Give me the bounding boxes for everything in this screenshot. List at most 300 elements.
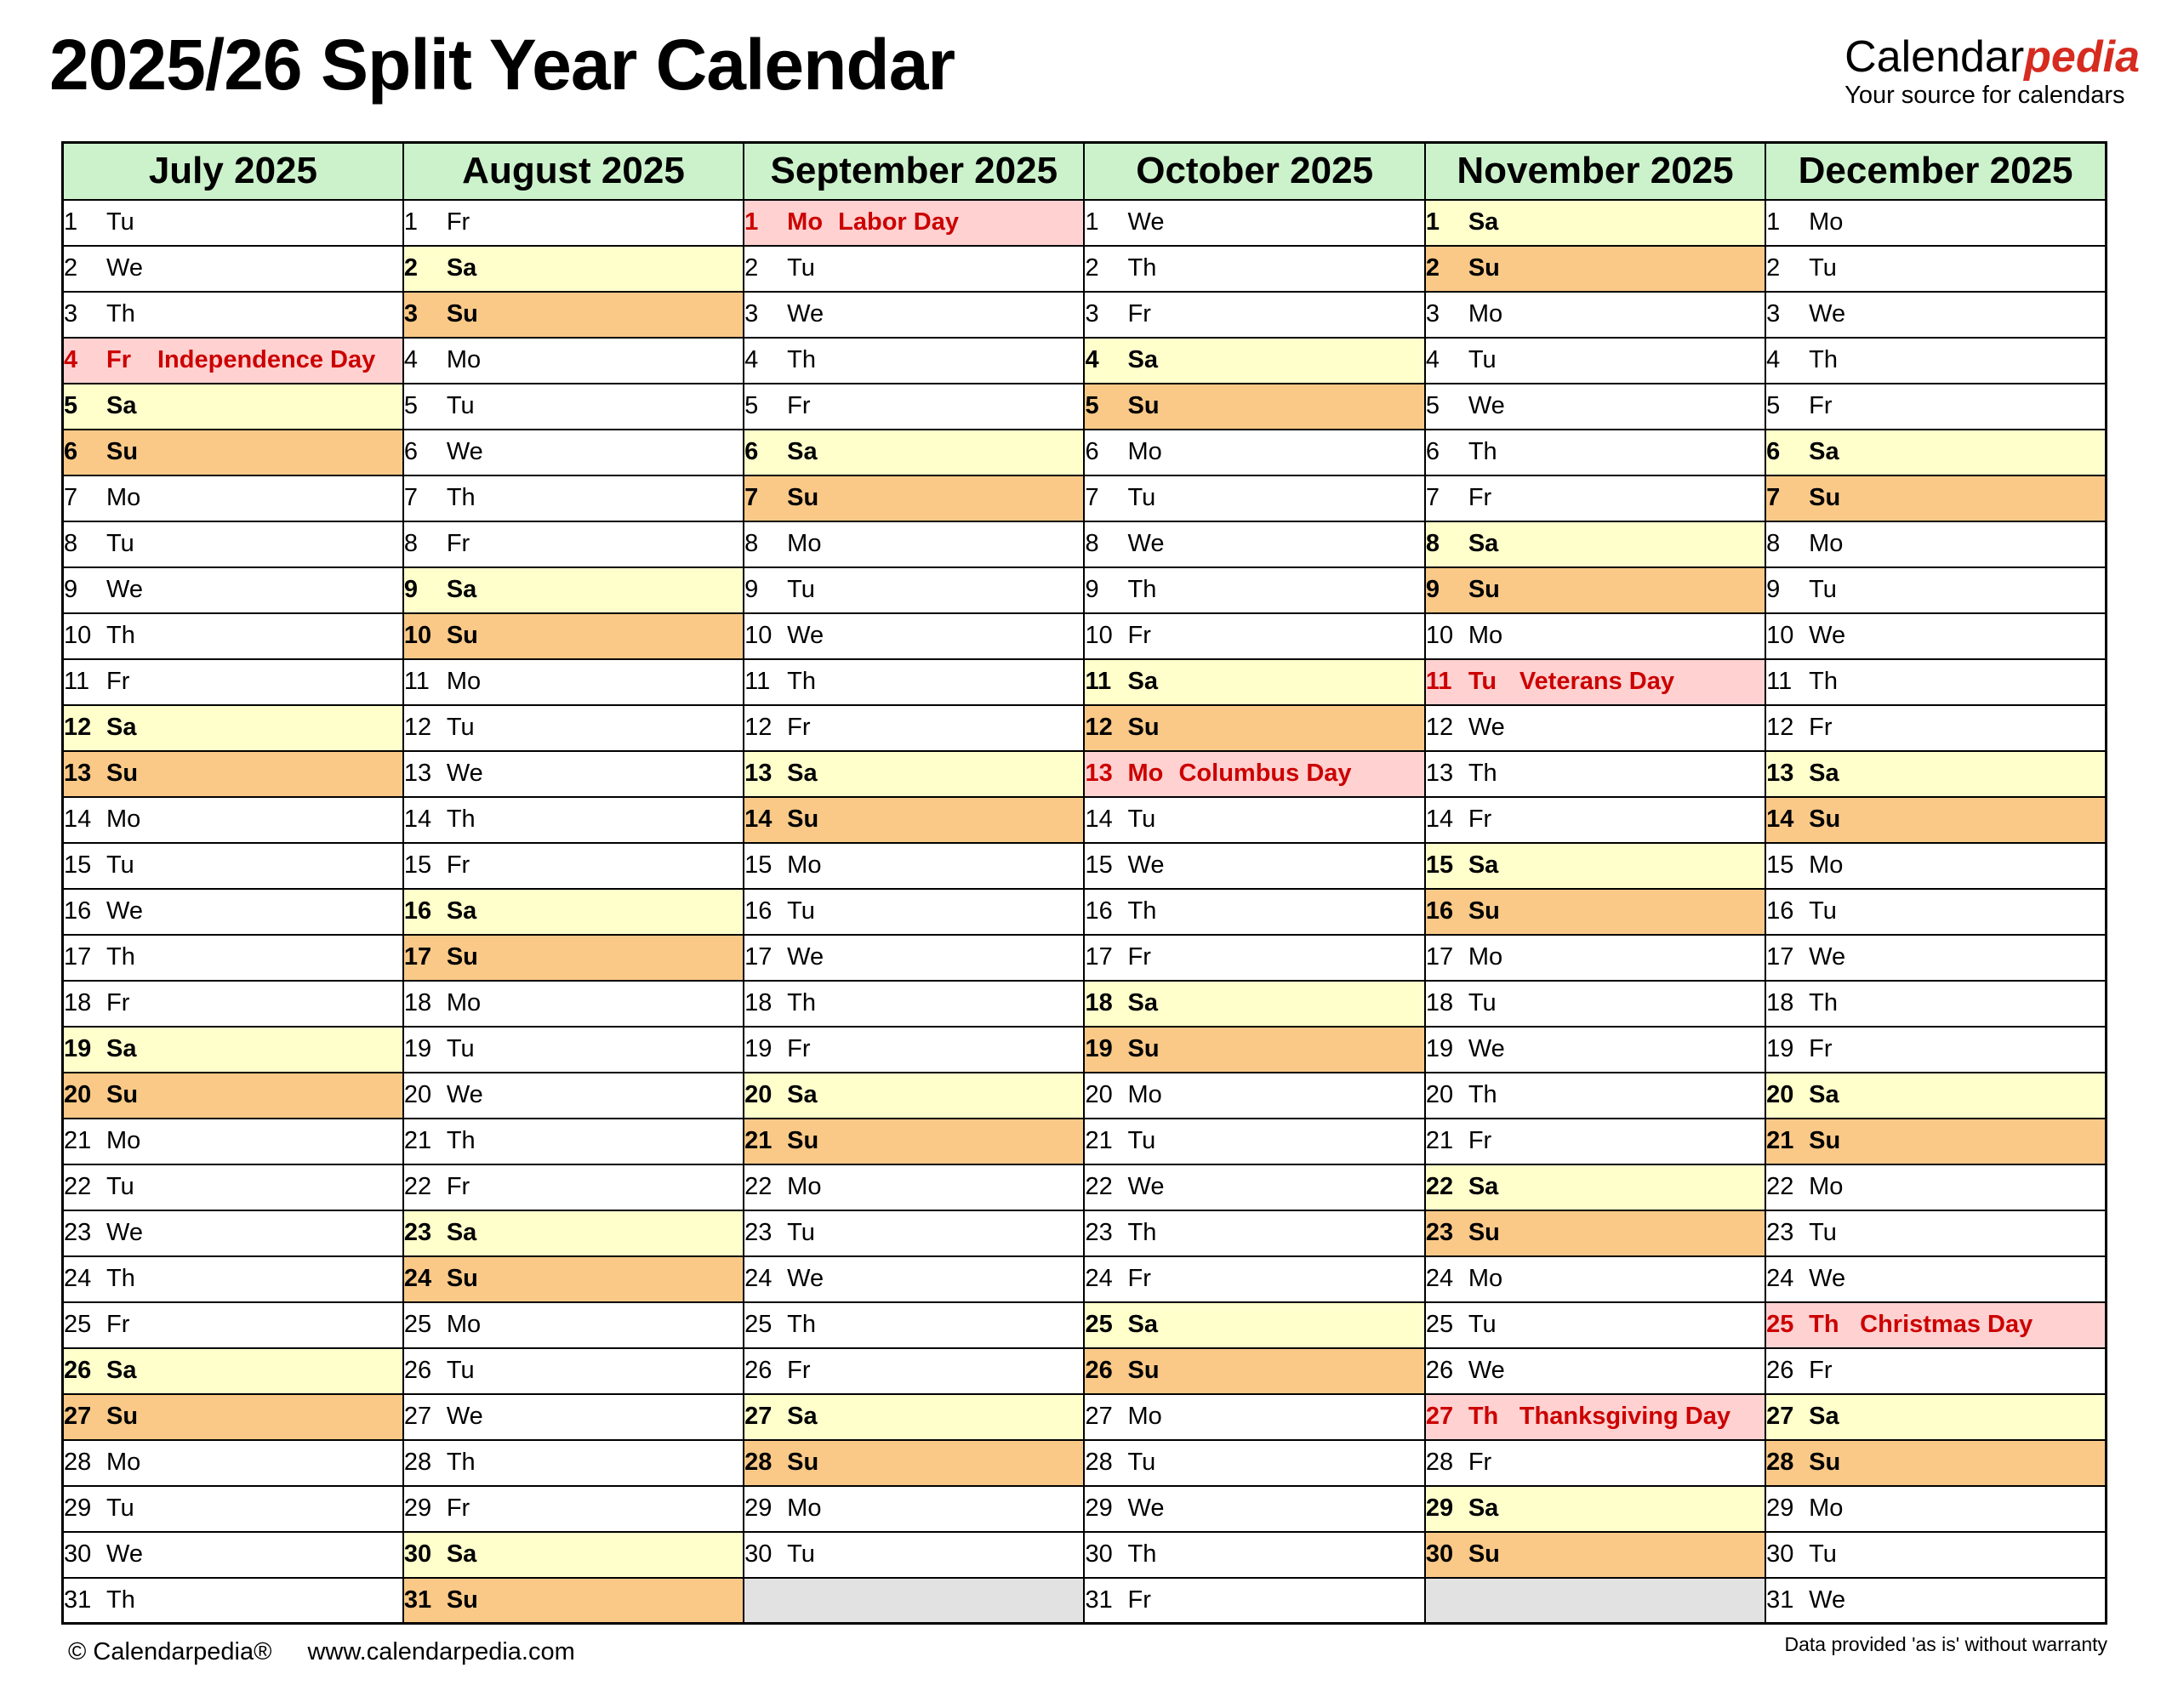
day-cell	[63, 1394, 403, 1440]
day-weekday: Mo	[1127, 438, 1162, 465]
day-number: 29	[744, 1494, 773, 1522]
day-number: 1	[1085, 208, 1099, 236]
day-cell	[1084, 292, 1424, 338]
day-number: 3	[403, 300, 418, 327]
day-number: 17	[744, 943, 773, 971]
day-number: 25	[64, 1311, 92, 1338]
day-weekday: Mo	[1468, 1265, 1503, 1292]
day-cell	[63, 751, 403, 797]
day-weekday: We	[446, 438, 483, 465]
day-cell	[403, 1578, 744, 1624]
day-number: 17	[403, 943, 432, 971]
day-cell	[1425, 1164, 1765, 1210]
day-number: 29	[64, 1494, 92, 1522]
day-cell	[1084, 797, 1424, 843]
day-cell	[744, 475, 1084, 521]
day-cell	[63, 200, 403, 246]
day-weekday: Fr	[446, 851, 470, 879]
calendar-row-12	[63, 705, 2107, 751]
day-number: 27	[403, 1403, 432, 1430]
day-weekday: Sa	[1468, 1494, 1499, 1522]
day-cell	[1084, 567, 1424, 613]
day-weekday: Th	[1809, 989, 1838, 1016]
day-weekday: Th	[446, 484, 476, 511]
day-weekday: Su	[446, 622, 478, 649]
day-weekday: Th	[1809, 1311, 1839, 1338]
day-weekday: Tu	[1468, 989, 1497, 1016]
day-number: 22	[744, 1173, 773, 1200]
day-number: 6	[403, 438, 418, 465]
day-cell	[63, 935, 403, 981]
calendar-row-28	[63, 1440, 2107, 1486]
day-weekday: Th	[106, 1586, 135, 1614]
day-number: 10	[1766, 622, 1794, 649]
day-cell	[1425, 200, 1765, 246]
day-cell	[744, 705, 1084, 751]
day-cell	[1765, 475, 2106, 521]
day-cell	[403, 1164, 744, 1210]
day-number: 4	[1766, 346, 1781, 373]
day-number: 16	[744, 897, 773, 925]
calendar-row-24	[63, 1256, 2107, 1302]
day-cell	[1084, 1073, 1424, 1119]
day-number: 31	[64, 1586, 92, 1614]
day-weekday: Sa	[1127, 989, 1158, 1016]
day-weekday: Tu	[1809, 1219, 1837, 1246]
day-number: 13	[744, 760, 773, 787]
day-weekday: Th	[1127, 576, 1157, 603]
day-number: 18	[64, 989, 92, 1016]
day-number: 6	[1085, 438, 1099, 465]
day-cell	[403, 338, 744, 384]
day-weekday: Sa	[106, 714, 137, 741]
day-cell	[1084, 246, 1424, 292]
day-number: 18	[1085, 989, 1113, 1016]
day-weekday: Su	[1127, 392, 1160, 419]
day-cell	[1084, 521, 1424, 567]
day-cell	[1765, 613, 2106, 659]
day-number: 15	[1425, 851, 1454, 879]
day-number: 22	[1085, 1173, 1113, 1200]
day-cell	[1765, 1348, 2106, 1394]
logo-text-black: Calendar	[1844, 32, 2025, 82]
day-weekday: Th	[1127, 254, 1157, 282]
holiday-name: Thanksgiving Day	[1519, 1403, 1730, 1430]
calendar-row-7	[63, 475, 2107, 521]
day-number: 2	[403, 254, 418, 282]
day-weekday: We	[106, 576, 143, 603]
day-weekday: Su	[106, 1403, 139, 1430]
day-weekday: Tu	[1127, 806, 1156, 833]
day-weekday: Th	[446, 1127, 476, 1154]
day-weekday: Fr	[1468, 1449, 1492, 1476]
page-title: 2025/26 Split Year Calendar	[49, 25, 955, 105]
day-cell	[744, 338, 1084, 384]
day-weekday: Mo	[787, 530, 822, 557]
day-weekday: Mo	[1468, 300, 1503, 327]
calendar-row-18	[63, 981, 2107, 1027]
day-weekday: Sa	[106, 392, 137, 419]
day-number: 26	[744, 1357, 773, 1384]
day-number: 9	[403, 576, 418, 603]
day-number: 24	[1766, 1265, 1794, 1292]
day-number: 3	[64, 300, 78, 327]
day-weekday: We	[106, 254, 143, 282]
day-weekday: Mo	[787, 851, 822, 879]
day-number: 6	[744, 438, 759, 465]
day-weekday: Tu	[446, 714, 475, 741]
day-cell	[63, 1302, 403, 1348]
day-cell	[403, 292, 744, 338]
day-cell	[1765, 705, 2106, 751]
day-number: 14	[744, 806, 773, 833]
day-number: 10	[64, 622, 92, 649]
day-weekday: Tu	[1809, 897, 1837, 925]
day-weekday: We	[1809, 300, 1846, 327]
day-weekday: Su	[1468, 1219, 1500, 1246]
day-cell	[744, 843, 1084, 889]
day-number: 4	[744, 346, 759, 373]
day-weekday: Tu	[446, 1035, 475, 1062]
day-cell	[1084, 843, 1424, 889]
day-weekday: Mo	[1809, 530, 1844, 557]
day-weekday: We	[1127, 208, 1165, 236]
day-weekday: We	[787, 943, 824, 971]
day-weekday: Fr	[106, 346, 131, 373]
day-weekday: Sa	[787, 760, 818, 787]
day-number: 20	[1766, 1081, 1794, 1108]
day-cell	[403, 613, 744, 659]
day-cell	[1425, 430, 1765, 475]
day-cell	[744, 1348, 1084, 1394]
calendar-row-23	[63, 1210, 2107, 1256]
day-number: 5	[1425, 392, 1440, 419]
day-weekday: Fr	[1127, 300, 1151, 327]
day-weekday: Mo	[1127, 760, 1164, 787]
day-cell	[403, 1119, 744, 1164]
day-number: 21	[1085, 1127, 1113, 1154]
day-weekday: Th	[1809, 668, 1838, 695]
day-cell	[744, 521, 1084, 567]
day-number: 3	[1766, 300, 1781, 327]
day-cell	[744, 1532, 1084, 1578]
day-weekday: Tu	[1127, 484, 1156, 511]
day-number: 23	[1766, 1219, 1794, 1246]
day-cell	[744, 935, 1084, 981]
day-number: 4	[1085, 346, 1099, 373]
day-weekday: Tu	[1809, 576, 1837, 603]
day-weekday: Fr	[787, 1357, 811, 1384]
day-cell	[1425, 475, 1765, 521]
day-number: 18	[1766, 989, 1794, 1016]
day-weekday: Su	[1809, 1127, 1841, 1154]
day-number: 25	[744, 1311, 773, 1338]
day-weekday: Su	[1809, 806, 1841, 833]
day-cell	[1084, 1302, 1424, 1348]
day-weekday: Su	[106, 1081, 139, 1108]
day-weekday: Fr	[1468, 484, 1492, 511]
day-weekday: Th	[106, 622, 135, 649]
day-weekday: Th	[446, 1449, 476, 1476]
day-number: 19	[1766, 1035, 1794, 1062]
day-number: 1	[403, 208, 418, 236]
day-cell	[403, 889, 744, 935]
day-weekday: We	[1468, 1035, 1505, 1062]
day-number: 1	[1766, 208, 1781, 236]
day-number: 30	[1766, 1540, 1794, 1568]
day-number: 8	[1766, 530, 1781, 557]
day-number: 16	[403, 897, 432, 925]
day-weekday: Sa	[787, 438, 818, 465]
day-cell	[1425, 981, 1765, 1027]
day-cell	[63, 1210, 403, 1256]
day-cell	[1765, 1578, 2106, 1624]
day-number: 25	[403, 1311, 432, 1338]
day-weekday: Sa	[1127, 668, 1158, 695]
day-weekday: Mo	[1809, 1494, 1844, 1522]
day-number: 15	[1766, 851, 1794, 879]
day-cell	[1425, 384, 1765, 430]
day-number: 16	[1766, 897, 1794, 925]
day-weekday: Th	[106, 1265, 135, 1292]
day-number: 17	[1425, 943, 1454, 971]
holiday-name: Veterans Day	[1519, 668, 1674, 695]
day-number: 12	[744, 714, 773, 741]
day-weekday: Su	[1468, 254, 1500, 282]
day-number: 27	[1425, 1403, 1454, 1430]
day-weekday: Sa	[787, 1081, 818, 1108]
day-weekday: We	[1468, 392, 1505, 419]
day-cell	[1765, 797, 2106, 843]
day-number: 9	[1425, 576, 1440, 603]
day-number: 31	[403, 1586, 432, 1614]
day-weekday: Tu	[787, 1540, 815, 1568]
day-weekday: Tu	[106, 851, 134, 879]
day-weekday: Th	[787, 1311, 816, 1338]
day-weekday: Th	[787, 989, 816, 1016]
day-weekday: Th	[1809, 346, 1838, 373]
day-weekday: Su	[787, 806, 819, 833]
day-cell	[403, 843, 744, 889]
day-weekday: We	[106, 1540, 143, 1568]
footer-left	[68, 1638, 575, 1666]
day-number: 2	[1766, 254, 1781, 282]
day-weekday: Mo	[1468, 943, 1503, 971]
day-cell	[1765, 1256, 2106, 1302]
day-cell	[1084, 751, 1424, 797]
day-weekday: Th	[1468, 760, 1497, 787]
day-cell	[1765, 521, 2106, 567]
day-weekday: We	[1809, 1265, 1846, 1292]
day-weekday: Mo	[446, 346, 482, 373]
day-cell	[1765, 981, 2106, 1027]
day-number: 14	[1766, 806, 1794, 833]
day-weekday: Sa	[446, 1219, 477, 1246]
day-cell	[403, 1073, 744, 1119]
day-number: 14	[64, 806, 92, 833]
day-cell	[1425, 659, 1765, 705]
day-number: 7	[1425, 484, 1440, 511]
calendarpedia-logo	[1844, 32, 2140, 109]
day-weekday: Mo	[1468, 622, 1503, 649]
day-cell	[403, 1027, 744, 1073]
calendar-row-21	[63, 1119, 2107, 1164]
day-weekday: Tu	[787, 576, 815, 603]
day-cell	[1084, 1486, 1424, 1532]
day-number: 4	[403, 346, 418, 373]
month-header-december-2025: December 2025	[1765, 143, 2106, 200]
day-number: 3	[744, 300, 759, 327]
day-number: 12	[1766, 714, 1794, 741]
day-cell	[1425, 567, 1765, 613]
day-cell	[63, 521, 403, 567]
day-number: 8	[64, 530, 78, 557]
day-number: 17	[64, 943, 92, 971]
day-weekday: We	[106, 1219, 143, 1246]
day-number: 14	[403, 806, 432, 833]
day-weekday: Th	[106, 300, 135, 327]
day-number: 10	[744, 622, 773, 649]
day-weekday: Mo	[106, 806, 141, 833]
day-weekday: Tu	[106, 208, 134, 236]
day-weekday: Tu	[787, 1219, 815, 1246]
holiday-name: Labor Day	[838, 208, 959, 236]
day-weekday: Tu	[1809, 1540, 1837, 1568]
day-weekday: Sa	[1127, 1311, 1158, 1338]
day-weekday: Fr	[1468, 1127, 1492, 1154]
calendar-row-20	[63, 1073, 2107, 1119]
day-number: 2	[744, 254, 759, 282]
day-weekday: Th	[1468, 1081, 1497, 1108]
day-weekday: Fr	[106, 668, 130, 695]
day-weekday: Sa	[1809, 1081, 1839, 1108]
day-number: 16	[64, 897, 92, 925]
day-number: 11	[64, 668, 90, 695]
day-weekday: Sa	[1809, 438, 1839, 465]
day-number: 5	[403, 392, 418, 419]
calendar-row-22	[63, 1164, 2107, 1210]
day-weekday: Th	[1127, 897, 1157, 925]
day-number: 29	[1425, 1494, 1454, 1522]
day-weekday: Su	[106, 760, 139, 787]
day-number: 11	[1085, 668, 1112, 695]
day-weekday: Fr	[1809, 392, 1833, 419]
day-weekday: Su	[787, 484, 819, 511]
day-cell	[1084, 1256, 1424, 1302]
day-cell	[403, 1486, 744, 1532]
day-weekday: Tu	[1127, 1127, 1156, 1154]
day-cell	[63, 1486, 403, 1532]
day-number: 28	[744, 1449, 773, 1476]
day-number: 18	[403, 989, 432, 1016]
day-cell	[1425, 613, 1765, 659]
day-number: 23	[744, 1219, 773, 1246]
day-number: 16	[1425, 897, 1454, 925]
day-number: 12	[1425, 714, 1454, 741]
day-cell	[63, 613, 403, 659]
day-weekday: Mo	[1809, 1173, 1844, 1200]
day-weekday: Sa	[446, 1540, 477, 1568]
day-number: 11	[1766, 668, 1793, 695]
day-weekday: Th	[1127, 1219, 1157, 1246]
day-number: 8	[403, 530, 418, 557]
day-weekday: We	[1127, 1173, 1165, 1200]
day-number: 22	[1766, 1173, 1794, 1200]
day-number: 11	[403, 668, 430, 695]
calendar-row-2	[63, 246, 2107, 292]
day-cell	[1765, 430, 2106, 475]
day-number: 20	[403, 1081, 432, 1108]
day-cell	[63, 567, 403, 613]
day-number: 9	[744, 576, 759, 603]
day-cell	[1425, 1532, 1765, 1578]
month-header-october-2025: October 2025	[1084, 143, 1424, 200]
day-number: 23	[64, 1219, 92, 1246]
day-number: 28	[64, 1449, 92, 1476]
day-cell	[1425, 1394, 1765, 1440]
calendar-row-25	[63, 1302, 2107, 1348]
day-number: 13	[1766, 760, 1794, 787]
day-cell	[1084, 1394, 1424, 1440]
day-number: 28	[1085, 1449, 1113, 1476]
day-cell	[1425, 889, 1765, 935]
calendar-row-3	[63, 292, 2107, 338]
day-cell	[63, 659, 403, 705]
day-number: 28	[1766, 1449, 1794, 1476]
day-weekday: Tu	[787, 254, 815, 282]
day-cell	[1425, 521, 1765, 567]
day-number: 27	[1085, 1403, 1113, 1430]
day-cell	[63, 1119, 403, 1164]
day-cell	[744, 1302, 1084, 1348]
day-weekday: Su	[1127, 714, 1160, 741]
day-weekday: Su	[1127, 1035, 1160, 1062]
day-cell	[1765, 1394, 2106, 1440]
calendar-row-13	[63, 751, 2107, 797]
day-cell	[1084, 338, 1424, 384]
day-number: 21	[1425, 1127, 1454, 1154]
day-weekday: We	[1468, 714, 1505, 741]
day-number: 25	[1085, 1311, 1113, 1338]
day-weekday: Mo	[446, 668, 482, 695]
day-cell	[1765, 1164, 2106, 1210]
day-number: 13	[403, 760, 432, 787]
day-weekday: Su	[1468, 576, 1500, 603]
day-weekday: We	[1127, 1494, 1165, 1522]
day-cell	[403, 521, 744, 567]
day-number: 11	[1425, 668, 1452, 695]
day-weekday: Mo	[106, 1127, 141, 1154]
day-weekday: Sa	[446, 897, 477, 925]
day-weekday: Th	[1127, 1540, 1157, 1568]
day-number: 29	[1766, 1494, 1794, 1522]
day-cell	[63, 1440, 403, 1486]
day-number: 31	[1085, 1586, 1113, 1614]
day-weekday: Th	[1468, 1403, 1499, 1430]
day-cell	[403, 475, 744, 521]
day-cell	[744, 613, 1084, 659]
day-number: 6	[1425, 438, 1440, 465]
day-weekday: Fr	[446, 530, 470, 557]
day-cell	[1425, 1440, 1765, 1486]
footer-copyright: © Calendarpedia®	[68, 1638, 272, 1665]
day-number: 24	[744, 1265, 773, 1292]
day-number: 5	[1085, 392, 1099, 419]
day-number: 20	[1425, 1081, 1454, 1108]
day-weekday: Fr	[1809, 1035, 1833, 1062]
calendar-row-17	[63, 935, 2107, 981]
day-cell	[1765, 751, 2106, 797]
